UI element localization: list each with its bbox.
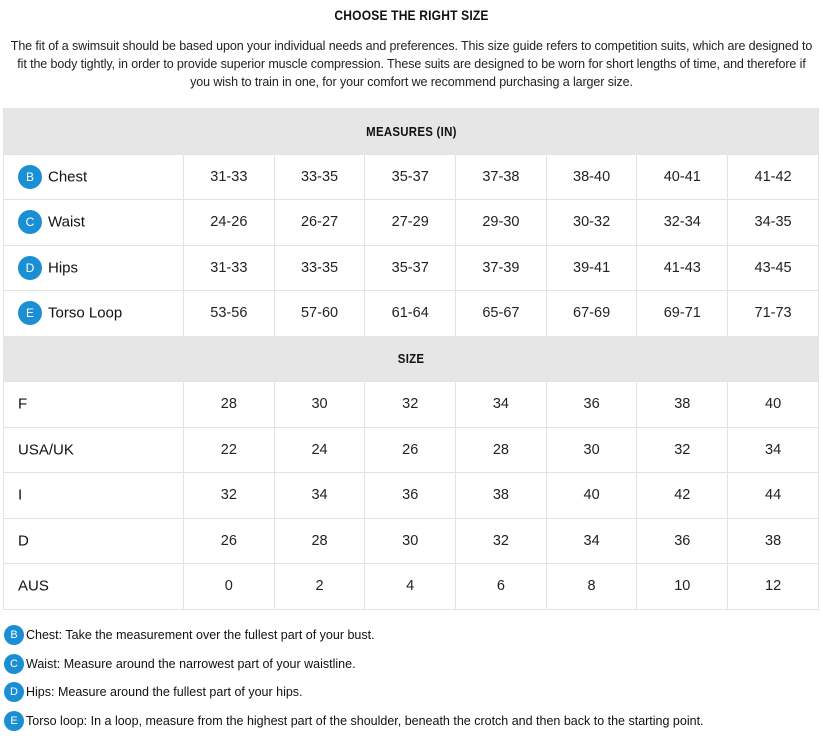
table-cell: 34: [456, 382, 547, 428]
table-cell: 33-35: [274, 245, 365, 291]
table-cell: 22: [184, 427, 275, 473]
table-cell: 2: [274, 564, 365, 610]
table-row: [4, 473, 819, 519]
measure-badge-icon: B: [18, 165, 42, 189]
row-label-cell: [4, 245, 184, 291]
row-label-cell: [4, 382, 184, 428]
measures-heading: [4, 109, 819, 155]
note-text: Hips: Measure around the fullest part of your hips.: [26, 685, 303, 700]
table-cell: 38: [728, 518, 819, 564]
row-label: USA/UK: [18, 441, 74, 459]
table-cell: 24: [274, 427, 365, 473]
table-cell: 36: [365, 473, 456, 519]
table-cell: 32-34: [637, 200, 728, 246]
table-row: [4, 564, 819, 610]
row-label-cell: [4, 427, 184, 473]
table-cell: 29-30: [456, 200, 547, 246]
table-row: [4, 154, 819, 200]
table-cell: 0: [184, 564, 275, 610]
note-item: [4, 678, 819, 707]
table-cell: 26: [365, 427, 456, 473]
table-cell: 4: [365, 564, 456, 610]
table-cell: 39-41: [546, 245, 637, 291]
row-label-cell: [4, 518, 184, 564]
table-cell: 34-35: [728, 200, 819, 246]
note-item: [4, 650, 819, 679]
table-cell: 35-37: [365, 245, 456, 291]
row-label-cell: [4, 200, 184, 246]
page-title: CHOOSE THE RIGHT SIZE: [334, 7, 489, 23]
row-label-cell: [4, 291, 184, 337]
table-cell: 26-27: [274, 200, 365, 246]
row-label: Waist: [48, 213, 85, 231]
measure-badge-icon: C: [4, 654, 24, 674]
table-cell: 41-42: [728, 154, 819, 200]
table-cell: 36: [637, 518, 728, 564]
table-cell: 12: [728, 564, 819, 610]
row-label: D: [18, 532, 29, 550]
row-label: AUS: [18, 578, 49, 596]
table-cell: 61-64: [365, 291, 456, 337]
row-label: I: [18, 487, 23, 505]
table-row: [4, 427, 819, 473]
table-cell: 65-67: [456, 291, 547, 337]
table-cell: 53-56: [184, 291, 275, 337]
measurement-notes: [4, 621, 819, 735]
table-cell: 32: [456, 518, 547, 564]
table-cell: 34: [546, 518, 637, 564]
table-cell: 8: [546, 564, 637, 610]
table-cell: 67-69: [546, 291, 637, 337]
measures-heading-row: [4, 109, 819, 155]
table-cell: 37-38: [456, 154, 547, 200]
row-label: Chest: [48, 168, 88, 186]
note-text: Waist: Measure around the narrowest part of your waistline.: [26, 656, 356, 671]
table-row: [4, 200, 819, 246]
row-label-cell: [4, 564, 184, 610]
table-cell: 28: [456, 427, 547, 473]
table-row: [4, 245, 819, 291]
row-label: Torso Loop: [48, 304, 123, 322]
note-text: Torso loop: In a loop, measure from the highest part of the shoulder, beneath the crotch and then back to the starting point.: [26, 713, 704, 728]
table-cell: 40-41: [637, 154, 728, 200]
table-cell: 30: [274, 382, 365, 428]
table-cell: 30: [546, 427, 637, 473]
measures-heading-text: MEASURES (IN): [365, 123, 457, 139]
row-label-cell: [4, 154, 184, 200]
measure-badge-icon: D: [18, 256, 42, 280]
table-cell: 38: [456, 473, 547, 519]
table-cell: 69-71: [637, 291, 728, 337]
table-cell: 38-40: [546, 154, 637, 200]
table-cell: 35-37: [365, 154, 456, 200]
note-text: Chest: Take the measurement over the fullest part of your bust.: [26, 628, 375, 643]
table-cell: 31-33: [184, 245, 275, 291]
size-chart-table: [3, 108, 819, 610]
measure-badge-icon: E: [4, 711, 24, 731]
table-cell: 10: [637, 564, 728, 610]
table-cell: 40: [546, 473, 637, 519]
row-label-cell: [4, 473, 184, 519]
measure-badge-icon: B: [4, 625, 24, 645]
measure-badge-icon: E: [18, 301, 42, 325]
size-heading-text: SIZE: [397, 351, 425, 367]
table-cell: 32: [184, 473, 275, 519]
measure-badge-icon: D: [4, 682, 24, 702]
table-row: [4, 382, 819, 428]
table-cell: 30: [365, 518, 456, 564]
table-cell: 41-43: [637, 245, 728, 291]
table-cell: 31-33: [184, 154, 275, 200]
size-heading: [4, 336, 819, 382]
table-cell: 33-35: [274, 154, 365, 200]
row-label: Hips: [48, 259, 79, 277]
table-cell: 28: [184, 382, 275, 428]
table-cell: 36: [546, 382, 637, 428]
table-cell: 71-73: [728, 291, 819, 337]
table-row: [4, 291, 819, 337]
table-row: [4, 518, 819, 564]
table-cell: 40: [728, 382, 819, 428]
table-cell: 32: [365, 382, 456, 428]
table-cell: 26: [184, 518, 275, 564]
row-label: F: [18, 396, 28, 414]
table-cell: 34: [274, 473, 365, 519]
table-cell: 28: [274, 518, 365, 564]
table-cell: 38: [637, 382, 728, 428]
table-cell: 42: [637, 473, 728, 519]
size-heading-row: [4, 336, 819, 382]
intro-paragraph: The fit of a swimsuit should be based upon your individual needs and preferences. This size guide refers to competition suits, which are designed to fit the body tightly, in order to provide superior muscle compression. These suits are designed to be worn for short lengths of time, and therefore if you wish to train in one, for your comfort we recommend purchasing a larger size.: [10, 39, 813, 89]
table-cell: 44: [728, 473, 819, 519]
table-cell: 32: [637, 427, 728, 473]
table-cell: 6: [456, 564, 547, 610]
table-cell: 30-32: [546, 200, 637, 246]
table-cell: 27-29: [365, 200, 456, 246]
note-item: [4, 621, 819, 650]
note-item: [4, 707, 819, 736]
table-cell: 37-39: [456, 245, 547, 291]
table-cell: 24-26: [184, 200, 275, 246]
table-cell: 34: [728, 427, 819, 473]
measure-badge-icon: C: [18, 210, 42, 234]
table-cell: 57-60: [274, 291, 365, 337]
table-cell: 43-45: [728, 245, 819, 291]
